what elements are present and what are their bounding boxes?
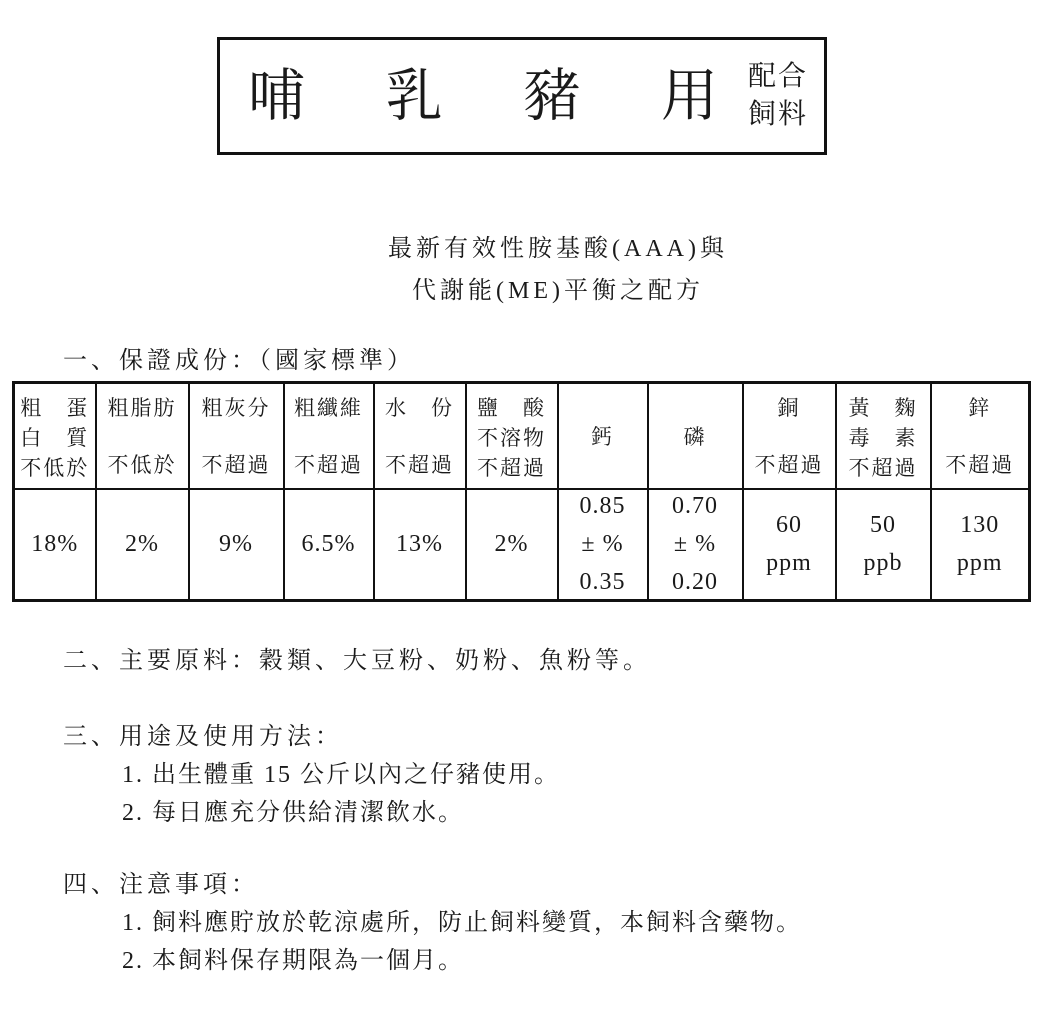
section-4-heading: 四、注意事項：	[63, 872, 259, 898]
section-4-item-2: 2. 本飼料保存期限為一個月。	[122, 948, 464, 974]
title-char: 乳	[385, 64, 443, 128]
value-cell-hcl-insoluble: 2%	[466, 489, 558, 600]
formula-subtitle	[38, 228, 1040, 312]
title-char: 豬	[523, 64, 581, 128]
value-cell-phosphorus: 0.70 ± % 0.20	[648, 489, 743, 600]
value-cell-crude-fiber: 6.5%	[284, 489, 374, 600]
value-cell-calcium: 0.85 ± % 0.35	[558, 489, 648, 600]
header-cell-moisture: 水 份 不超過	[374, 383, 466, 490]
feed-type-line: 配合	[747, 61, 808, 92]
value-cell-zinc: 130 ppm	[931, 489, 1030, 600]
subtitle-line-1: 最新有效性胺基酸(AAA)與	[388, 236, 728, 262]
section-1-heading: 一、保證成份：（國家標準）	[63, 348, 415, 374]
value-cell-moisture: 13%	[374, 489, 466, 600]
header-cell-crude-ash: 粗灰分 不超過	[189, 383, 284, 490]
header-cell-crude-protein: 粗 蛋 白 質 不低於	[14, 383, 96, 490]
product-title	[248, 64, 718, 128]
value-cell-crude-fat: 2%	[96, 489, 189, 600]
feed-type-label	[748, 58, 808, 134]
header-cell-phosphorus: 磷	[648, 383, 743, 490]
title-char: 用	[660, 64, 718, 128]
value-cell-copper: 60 ppm	[743, 489, 836, 600]
section-3-item-2: 2. 每日應充分供給清潔飲水。	[122, 800, 464, 826]
title-box	[217, 37, 827, 155]
value-cell-crude-protein: 18%	[14, 489, 96, 600]
header-cell-hcl-insoluble: 鹽 酸 不溶物 不超過	[466, 383, 558, 490]
title-char: 哺	[248, 64, 305, 128]
table-value-row	[14, 489, 1030, 600]
section-3-item-1: 1. 出生體重 15 公斤以內之仔豬使用。	[122, 762, 560, 788]
feed-type-line: 飼料	[747, 99, 808, 130]
header-cell-calcium: 鈣	[558, 383, 648, 490]
header-cell-zinc: 鋅 不超過	[931, 383, 1030, 490]
header-cell-crude-fat: 粗脂肪 不低於	[96, 383, 189, 490]
header-cell-copper: 銅 不超過	[743, 383, 836, 490]
section-3-heading: 三、用途及使用方法：	[63, 724, 343, 750]
value-cell-crude-ash: 9%	[189, 489, 284, 600]
guaranteed-analysis-table	[12, 381, 1031, 602]
subtitle-line-2: 代謝能(ME)平衡之配方	[412, 278, 704, 304]
header-cell-crude-fiber: 粗纖維 不超過	[284, 383, 374, 490]
header-cell-aflatoxin: 黃 麴 毒 素 不超過	[836, 383, 931, 490]
value-cell-aflatoxin: 50 ppb	[836, 489, 931, 600]
section-4-item-1: 1. 飼料應貯放於乾涼處所，防止飼料變質，本飼料含藥物。	[122, 910, 802, 936]
section-2-heading: 二、主要原料：穀類、大豆粉、奶粉、魚粉等。	[63, 648, 651, 674]
table-header-row	[14, 383, 1030, 490]
